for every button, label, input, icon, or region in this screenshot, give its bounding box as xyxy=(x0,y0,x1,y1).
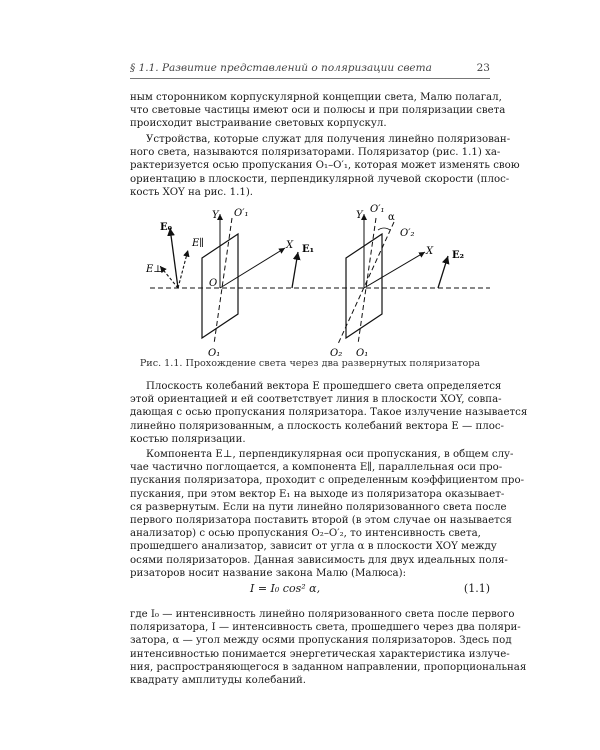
label-o-center: O xyxy=(209,278,218,289)
text-line: ным сторонником корпускулярной концепции света, Малю полагал, xyxy=(130,92,502,103)
vector-e2 xyxy=(438,256,448,288)
label-x-1: X xyxy=(286,240,294,251)
label-o1p-left: O′₁ xyxy=(234,208,249,219)
text-line: линейно поляризованным, а плоскость колебаний вектора E — плос- xyxy=(130,420,504,432)
vector-e1 xyxy=(292,252,298,288)
label-y-1: Y xyxy=(212,210,219,221)
label-x-2: X xyxy=(426,246,434,257)
text-line: ся развернутым. Если на пути линейно поляризованного света после xyxy=(130,501,507,513)
text-line: происходит выстраивание световых корпускул. xyxy=(130,118,387,130)
text-line: затора, α — угол между осями пропускания поляризаторов. Здесь под xyxy=(130,635,512,647)
text-line: чае частично поглощается, а компонента E∥, параллельная оси про- xyxy=(130,462,503,474)
paragraph-1 xyxy=(130,91,506,131)
label-e0: E₀ xyxy=(160,222,173,233)
text-line: пускания, при этом вектор E₁ на выходе из поляризатора оказывает- xyxy=(130,488,505,500)
axis-x-1 xyxy=(220,248,285,288)
text-line: поляризатора, I — интенсивность света, прошедшего через два поляри- xyxy=(130,622,521,634)
text-line: костью поляризации. xyxy=(130,433,246,445)
text-line: ного света, называются поляризаторами. Поляризатор (рис. 1.1) ха- xyxy=(130,147,501,159)
formula-number: (1.1) xyxy=(463,582,490,595)
paragraph-5 xyxy=(130,608,527,687)
label-o1-bottom-left: O₁ xyxy=(208,348,221,356)
figure-caption: Рис. 1.1. Прохождение света через два развернутых поляризатора xyxy=(139,358,481,369)
label-o1-bottom-right: O₁ xyxy=(356,348,369,356)
header-title: § 1.1. Развитие представлений о поляризации света xyxy=(130,62,432,74)
text-line: этой ориентацией и ей соответствует линия в плоскости XOY, совпа- xyxy=(130,394,502,406)
label-e1: E₁ xyxy=(302,244,315,255)
text-line: прошедшего анализатор, зависит от угла α в плоскости XOY между xyxy=(130,541,497,553)
text-line: где I₀ — интенсивность линейно поляризованного света после первого xyxy=(130,609,515,620)
text-line: Компонента E⊥, перпендикулярная оси пропускания, в общем слу- xyxy=(146,449,514,460)
label-alpha: α xyxy=(388,212,395,223)
text-line: интенсивностью понимается энергетическая характеристика излуче- xyxy=(130,648,510,660)
figure-polarizers xyxy=(120,196,500,356)
angle-arc xyxy=(378,228,390,230)
text-line: первого поляризатора поставить второй (в этом случае он называется xyxy=(130,515,512,527)
text-line: осями поляризаторов. Данная зависимость для двух идеальных поля- xyxy=(130,554,508,566)
text-line: квадрату амплитуды колебаний. xyxy=(130,675,307,687)
formula-malus xyxy=(130,582,490,600)
text-line: ризаторов носит название закона Малю (Малюса): xyxy=(130,567,407,579)
paragraph-3 xyxy=(130,380,528,446)
polarizer-diagram xyxy=(120,196,500,356)
formula-expression: I = I₀ cos² α, xyxy=(250,582,321,595)
vector-e-parallel xyxy=(178,250,188,288)
text-line: анализатор) с осью пропускания O₂–O′₂, то интенсивность света, xyxy=(130,528,481,540)
text-line: Плоскость колебаний вектора E прошедшего света определяется xyxy=(146,381,502,392)
label-o2p: O′₂ xyxy=(400,228,415,239)
text-line: кость XOY на рис. 1.1). xyxy=(130,186,254,198)
label-e-perp: E⊥ xyxy=(146,264,163,275)
label-o2-bottom: O₂ xyxy=(330,348,343,356)
label-e2: E₂ xyxy=(452,250,465,261)
text-line: рактеризуется осью пропускания O₁–O′₁, которая может изменять свою xyxy=(130,160,520,172)
paragraph-4 xyxy=(130,448,525,580)
paragraph-2 xyxy=(130,133,520,199)
text-line: ориентацию в плоскости, перпендикулярной лучевой скорости (плос- xyxy=(130,173,510,185)
page-number: 23 xyxy=(476,62,490,74)
text-line: что световые частицы имеют оси и полюсы и при поляризации света xyxy=(130,105,506,117)
text-line: пускания поляризатора, проходит с определенным коэффициентом про- xyxy=(130,475,525,487)
axis-x-2 xyxy=(364,252,425,288)
text-line: ния, распространяющегося в заданном направлении, пропорциональная xyxy=(130,661,527,673)
running-header xyxy=(130,62,490,79)
label-e-parallel: E∥ xyxy=(192,238,204,249)
text-line: Устройства, которые служат для получения линейно поляризован- xyxy=(146,134,511,145)
label-y-2: Y xyxy=(356,210,363,221)
text-line: дающая с осью пропускания поляризатора. Такое излучение называется xyxy=(130,407,528,419)
label-o1p-right: O′₁ xyxy=(370,204,385,215)
